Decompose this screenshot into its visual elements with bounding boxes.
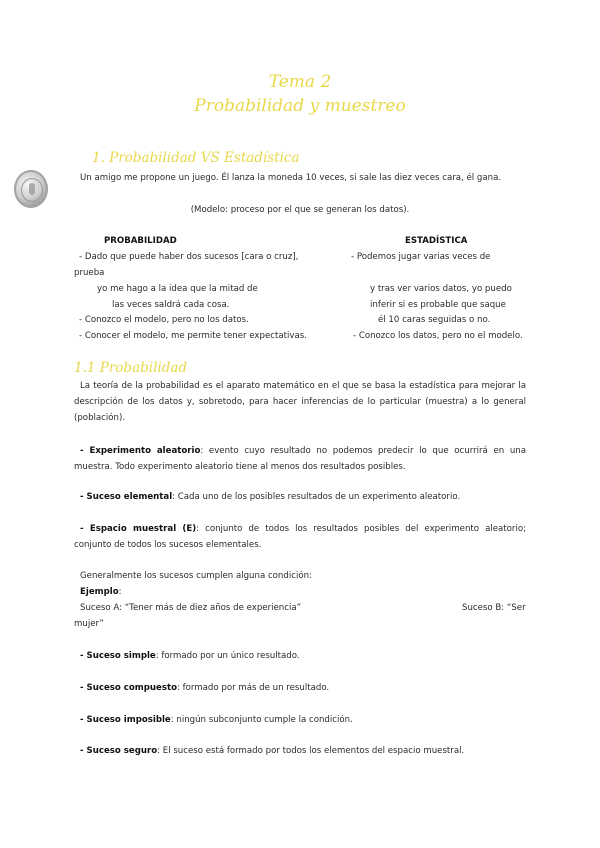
section11-heading: 1.1 Probabilidad: [74, 360, 188, 376]
doc-title-line1: Tema 2: [268, 72, 332, 92]
experimento-term: - Experimento aleatorio: [80, 446, 201, 456]
stat-line-4: él 10 caras seguidas o no.: [378, 315, 491, 325]
suceso-imposible-term: - Suceso imposible: [80, 715, 171, 725]
prob-line-6: - Conocer el modelo, me permite tener expectativas.: [79, 331, 307, 341]
suceso-elemental-def: : Cada uno de los posibles resultados de un experimento aleatorio.: [172, 492, 461, 502]
definition-suceso-compuesto: [80, 680, 329, 696]
definition-suceso-elemental: [80, 489, 526, 505]
espacio-muestral-def: : conjunto de todos los resultados posibles del experimento aleatorio; conjunto de todos los sucesos elementales.: [74, 524, 526, 550]
stat-line-5: - Conozco los datos, pero no el modelo.: [353, 331, 523, 341]
definition-suceso-seguro: [80, 743, 464, 759]
suceso-seguro-def: : El suceso está formado por todos los elementos del espacio muestral.: [157, 746, 465, 756]
prob-line-5: - Conozco el modelo, pero no los datos.: [79, 315, 249, 325]
probability-paragraph: La teoría de la probabilidad es el aparato matemático en el que se basa la estadística para mejorar la descripción de los datos y, sobretodo, para hacer inferencias de lo particular (muestra) a lo general (población).: [74, 381, 526, 423]
suceso-seguro-term: - Suceso seguro: [80, 746, 158, 756]
suceso-simple-term: - Suceso simple: [80, 651, 156, 661]
model-note: (Modelo: proceso por el que se generan los datos).: [190, 205, 410, 215]
prob-line-2: prueba: [74, 268, 105, 278]
suceso-a-example: Suceso A: “Tener más de diez años de experiencia”: [80, 603, 302, 613]
prob-line-4: las veces saldrá cada cosa.: [112, 300, 230, 310]
stat-line-1: - Podemos jugar varias veces de: [351, 252, 491, 262]
statistics-header: ESTADÍSTICA: [405, 236, 468, 246]
suceso-simple-def: : formado por un único resultado.: [155, 651, 300, 661]
section1-heading: 1. Probabilidad VS Estadística: [92, 150, 300, 166]
suceso-compuesto-def: : formado por más de un resultado.: [176, 683, 330, 693]
prob-line-1: - Dado que puede haber dos sucesos [cara o cruz],: [79, 252, 299, 262]
definition-experimento: [74, 443, 526, 475]
definition-suceso-simple: [80, 648, 300, 664]
definition-suceso-imposible: [80, 712, 353, 728]
definition-espacio-muestral: [74, 521, 526, 553]
stat-line-2: y tras ver varios datos, yo puedo: [370, 284, 512, 294]
probability-header: PROBABILIDAD: [104, 236, 177, 246]
suceso-compuesto-term: - Suceso compuesto: [80, 683, 177, 693]
suceso-b-continuation: mujer”: [74, 619, 104, 629]
prob-line-3: yo me hago a la idea que la mitad de: [97, 284, 258, 294]
general-condition: Generalmente los sucesos cumplen alguna condición:: [80, 571, 312, 581]
stat-line-3: inferir si es probable que saque: [370, 300, 506, 310]
espacio-muestral-term: - Espacio muestral (E): [80, 524, 197, 534]
experimento-def: : evento cuyo resultado no podemos predecir lo que ocurrirá en una muestra. Todo experimento aleatorio tiene al menos dos resultados posibles.: [74, 446, 527, 472]
doc-title-line2: Probabilidad y muestreo: [194, 96, 406, 116]
section1-intro: Un amigo me propone un juego. Él lanza la moneda 10 veces, si sale las diez veces cara, él gana.: [80, 173, 502, 183]
example-label: Ejemplo:: [80, 587, 122, 597]
suceso-imposible-def: : ningún subconjunto cumple la condición.: [170, 715, 353, 725]
suceso-b-example: Suceso B: “Ser: [462, 603, 526, 613]
suceso-elemental-term: - Suceso elemental: [80, 492, 173, 502]
